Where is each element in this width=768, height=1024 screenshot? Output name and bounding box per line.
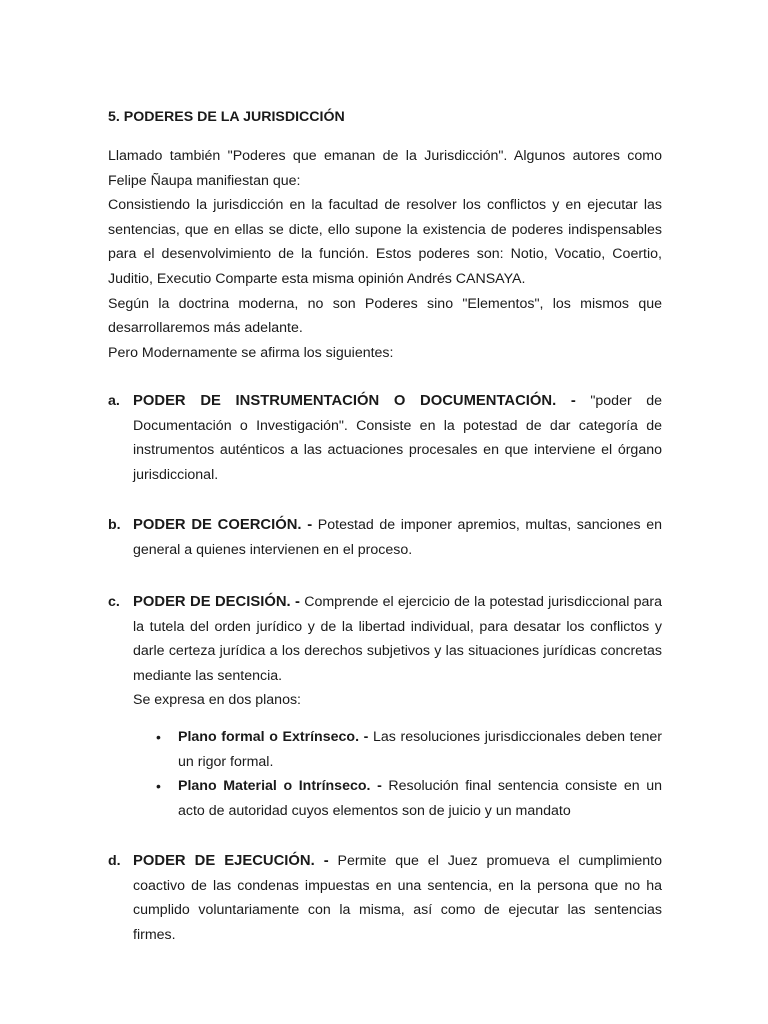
list-item-title: PODER DE COERCIÓN. - [133, 517, 313, 533]
sub-bullet-material [156, 774, 662, 823]
sub-bullet-title: Plano Material o Intrínseco. - [178, 778, 382, 795]
list-item-text: Permite que el Juez promueva el cumplimiento coactivo de las condenas impuestas en una sentencia, en la persona que no ha cumplido voluntariamente con la misma, así como de ejecutar las sentencias firmes. [133, 853, 662, 943]
list-item-body [133, 849, 662, 947]
list-item-coercion [108, 513, 662, 562]
list-item-extra-text: Se expresa en dos planos: [133, 692, 301, 709]
intro-paragraph-3: Según la doctrina moderna, no son Poderes sino "Elementos", los mismos que desarrollaremos más adelante. [108, 295, 662, 337]
list-marker: c. [108, 594, 120, 610]
list-item-title: PODER DE INSTRUMENTACIÓN O DOCUMENTACIÓN. - [133, 393, 576, 409]
list-item-text: Comprende el ejercicio de la potestad jurisdiccional para la tutela del orden jurídico y de la libertad individual, para desatar los conflictos y darle certeza jurídica a los derechos subjetivos y las situaciones jurídicas concretas mediante las sentencia. [133, 594, 662, 684]
list-item-body [133, 590, 662, 823]
intro-paragraph-2: Consistiendo la jurisdicción en la facultad de resolver los conflictos y en ejecutar las sentencias, que en ellas se dicte, ello supone la existencia de poderes indispensables para el desenvolvimiento de la función. Estos poderes son: Notio, Vocatio, Coertio, Juditio, Executio Comparte esta misma opinión Andrés CANSAYA. [108, 197, 662, 287]
sub-bullet-text: Las resoluciones jurisdiccionales deben tener un rigor formal. [178, 728, 662, 770]
list-marker: a. [108, 393, 120, 409]
intro-paragraph-4: Pero Modernamente se afirma los siguientes: [108, 344, 394, 361]
bullet-icon: • [156, 778, 161, 795]
intro-paragraph-1: Llamado también "Poderes que emanan de la Jurisdicción". Algunos autores como Felipe Ñaupa manifiestan que: [108, 148, 662, 189]
intro-block [108, 144, 662, 365]
sub-bullet-text: Resolución final sentencia consiste en un acto de autoridad cuyos elementos son de juicio y un mandato [178, 778, 662, 819]
list-item-instrumentacion [108, 389, 662, 487]
sub-bullet-formal [156, 725, 662, 774]
list-marker: b. [108, 517, 121, 533]
list-item-body [133, 389, 662, 487]
list-item-body [133, 513, 662, 562]
list-item-title: PODER DE DECISIÓN. - [133, 594, 300, 610]
sub-bullet-list [133, 725, 662, 823]
sub-bullet-title: Plano formal o Extrínseco. - [178, 728, 369, 745]
list-item-title: PODER DE EJECUCIÓN. - [133, 853, 329, 869]
list-item-decision [108, 590, 662, 823]
list-item-ejecucion [108, 849, 662, 947]
list-item-text: Potestad de imponer apremios, multas, sanciones en general a quienes intervienen en el proceso. [133, 517, 662, 558]
bullet-icon: • [156, 728, 161, 745]
list-marker: d. [108, 853, 121, 869]
section-heading: 5. PODERES DE LA JURISDICCIÓN [108, 109, 345, 125]
list-item-text: "poder de Documentación o Investigación". Consiste en la potestad de dar categoría de instrumentos auténticos a las actuaciones procesales en que interviene el órgano jurisdiccional. [133, 393, 662, 483]
